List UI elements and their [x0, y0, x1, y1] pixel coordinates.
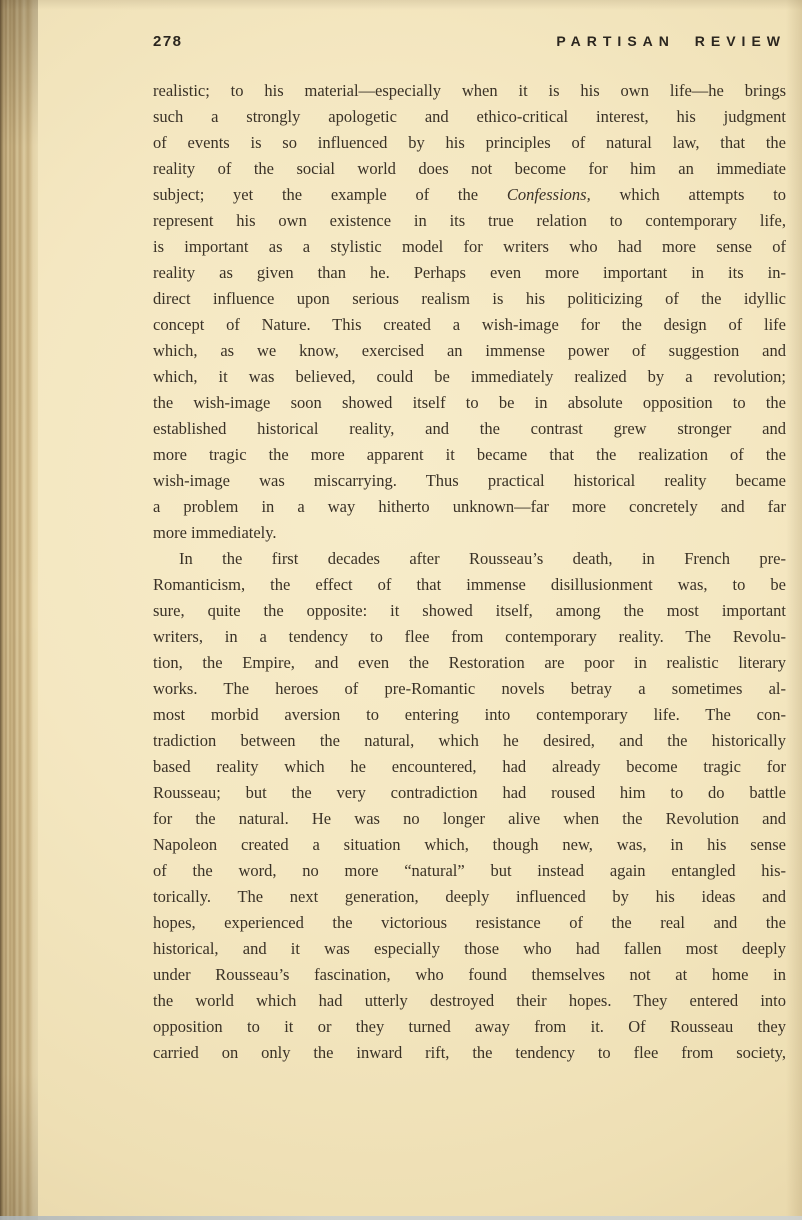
text-line: under Rousseau’s fascination, who found themselves not at home in [153, 965, 786, 984]
text-line: such a strongly apologetic and ethico-critical interest, his judgment [153, 107, 786, 126]
italic-book-title: Confessions, [506, 185, 591, 204]
text-line: reality as given than he. Perhaps even more important in its in- [153, 263, 786, 282]
text-line: established historical reality, and the contrast grew stronger and [153, 419, 786, 438]
text-line: sure, quite the opposite: it showed itself, among the most important [153, 601, 786, 620]
text-line: reality of the social world does not become for him an immediate [153, 159, 786, 178]
page-bottom-edge [0, 1216, 802, 1220]
text-line: hopes, experienced the victorious resistance of the real and the [153, 913, 786, 932]
page-number: 278 [153, 33, 183, 50]
paragraph-start-line: In the first decades after Rousseau’s death, in French pre- [179, 549, 786, 568]
text-segment: which attempts to [590, 185, 786, 204]
text-line: tradiction between the natural, which he desired, and the historically [153, 731, 786, 750]
running-head [153, 33, 786, 50]
text-line: the world which had utterly destroyed their hopes. They entered into [153, 991, 786, 1010]
text-line: Napoleon created a situation which, though new, was, in his sense [153, 835, 786, 854]
text-line: more tragic the more apparent it became that the realization of the [153, 445, 786, 464]
binding-page-edges [0, 0, 38, 1220]
text-line: Rousseau; but the very contradiction had roused him to do battle [153, 783, 786, 802]
text-line: based reality which he encountered, had already become tragic for [153, 757, 786, 776]
text-line: for the natural. He was no longer alive when the Revolution and [153, 809, 786, 828]
text-line: represent his own existence in its true relation to contemporary life, [153, 211, 786, 230]
text-line: tion, the Empire, and even the Restoration are poor in realistic literary [153, 653, 786, 672]
text-line: which, it was believed, could be immediately realized by a revolution; [153, 367, 786, 386]
text-line: torically. The next generation, deeply influenced by his ideas and [153, 887, 786, 906]
text-line: of the word, no more “natural” but instead again entangled his- [153, 861, 786, 880]
text-line: Romanticism, the effect of that immense disillusionment was, to be [153, 575, 786, 594]
paragraph-end-line: more immediately. [153, 523, 277, 542]
text-line: which, as we know, exercised an immense power of suggestion and [153, 341, 786, 360]
page-right-shadow [786, 0, 802, 1220]
text-line: historical, and it was especially those who had fallen most deeply [153, 939, 786, 958]
text-line: most morbid aversion to entering into contemporary life. The con- [153, 705, 786, 724]
text-line: works. The heroes of pre-Romantic novels betray a sometimes al- [153, 679, 786, 698]
text-line: is important as a stylistic model for writers who had more sense of [153, 237, 786, 256]
text-line-with-italic [153, 182, 786, 208]
text-line: the wish-image soon showed itself to be in absolute opposition to the [153, 393, 786, 412]
page-top-shadow [0, 0, 802, 10]
text-line: carried on only the inward rift, the tendency to flee from society, [153, 1043, 786, 1062]
text-line: realistic; to his material—especially when it is his own life—he brings [153, 81, 786, 100]
text-line: a problem in a way hitherto unknown—far more concretely and far [153, 497, 786, 516]
text-line: concept of Nature. This created a wish-image for the design of life [153, 315, 786, 334]
text-segment: subject; yet the example of the [153, 185, 507, 204]
text-line: wish-image was miscarrying. Thus practical historical reality became [153, 471, 786, 490]
journal-title: PARTISAN REVIEW [556, 33, 786, 49]
text-line: direct influence upon serious realism is his politicizing of the idyllic [153, 289, 786, 308]
text-line: opposition to it or they turned away from it. Of Rousseau they [153, 1017, 786, 1036]
body-text [153, 78, 786, 1066]
text-line: of events is so influenced by his principles of natural law, that the [153, 133, 786, 152]
text-line: writers, in a tendency to flee from contemporary reality. The Revolu- [153, 627, 786, 646]
